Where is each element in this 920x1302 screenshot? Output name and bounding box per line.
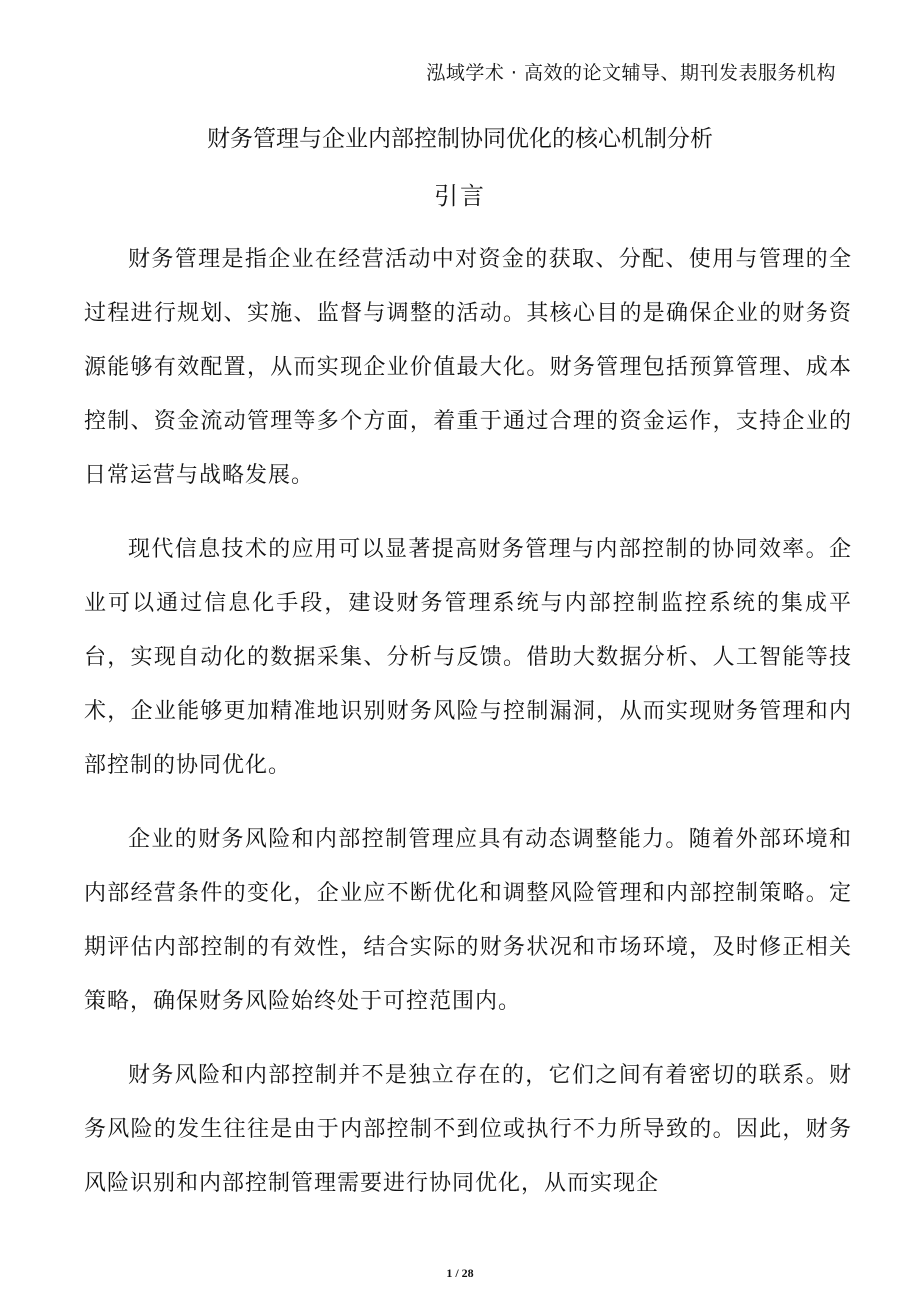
section-heading: 引言 [434,182,486,210]
document-title: 财务管理与企业内部控制协同优化的核心机制分析 [207,126,713,152]
header-text: 泓域学术 · 高效的论文辅导、期刊发表服务机构 [426,62,836,84]
paragraph: 企业的财务风险和内部控制管理应具有动态调整能力。随着外部环境和内部经营条件的变化，企业应不断优化和调整风险管理和内部控制策略。定期评估内部控制的有效性，结合实际的财务状况和市场环境，及时修正相关策略，确保财务风险始终处于可控范围内。 [84,827,852,1014]
document-body [84,233,852,1231]
paragraph: 现代信息技术的应用可以显著提高财务管理与内部控制的协同效率。企业可以通过信息化手段，建设财务管理系统与内部控制监控系统的集成平台，实现自动化的数据采集、分析与反馈。借助大数据分析、人工智能等技术，企业能够更加精准地识别财务风险与控制漏洞，从而实现财务管理和内部控制的协同优化。 [84,537,852,778]
paragraph: 财务管理是指企业在经营活动中对资金的获取、分配、使用与管理的全过程进行规划、实施、监督与调整的活动。其核心目的是确保企业的财务资源能够有效配置，从而实现企业价值最大化。财务管理包括预算管理、成本控制、资金流动管理等多个方面，着重于通过合理的资金运作，支持企业的日常运营与战略发展。 [84,247,852,488]
page-number: 1 / 28 [446,1266,474,1280]
paragraph: 财务风险和内部控制并不是独立存在的，它们之间有着密切的联系。财务风险的发生往往是由于内部控制不到位或执行不力所导致的。因此，财务风险识别和内部控制管理需要进行协同优化，从而实现企 [84,1063,852,1196]
